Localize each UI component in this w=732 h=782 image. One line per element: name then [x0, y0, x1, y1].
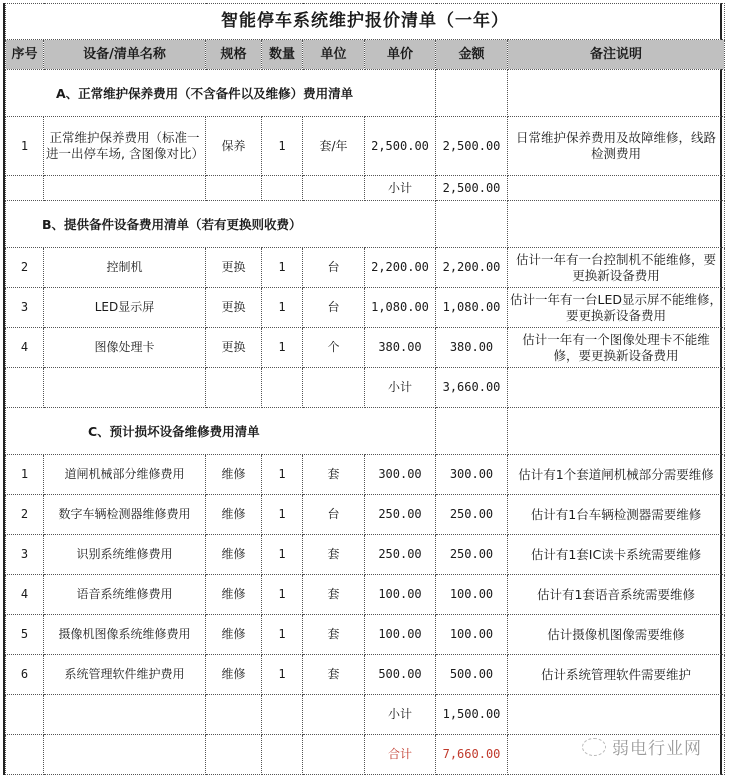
item-no[interactable]: 6 [6, 655, 44, 695]
item-price[interactable]: 250.00 [365, 495, 436, 535]
item-note[interactable]: 估计一年有一台LED显示屏不能维修，要更换新设备费用 [508, 288, 725, 328]
wechat-icon [582, 738, 606, 756]
item-price[interactable]: 380.00 [365, 328, 436, 368]
item-price[interactable]: 100.00 [365, 615, 436, 655]
quotation-sheet [3, 3, 722, 775]
item-price[interactable]: 500.00 [365, 655, 436, 695]
item-name[interactable]: 道闸机械部分维修费用 [44, 455, 206, 495]
item-name[interactable]: 控制机 [44, 248, 206, 288]
item-spec[interactable]: 维修 [206, 655, 262, 695]
header-no[interactable]: 序号 [6, 40, 44, 70]
item-spec[interactable]: 维修 [206, 615, 262, 655]
item-no[interactable]: 3 [6, 535, 44, 575]
table-row [6, 248, 725, 288]
item-name[interactable]: 正常维护保养费用（标准一进一出停车场, 含图像对比） [44, 117, 206, 176]
cell[interactable] [262, 368, 303, 408]
watermark-text: 弱电行业网 [612, 739, 702, 759]
item-no[interactable]: 1 [6, 117, 44, 176]
item-unit[interactable]: 个 [303, 328, 365, 368]
section-b-row [6, 201, 725, 248]
section-c-label[interactable]: C、预计损坏设备维修费用清单 [6, 408, 436, 455]
item-note[interactable]: 估计一年有一个图像处理卡不能维修，要更换新设备费用 [508, 328, 725, 368]
cell[interactable] [508, 368, 725, 408]
cell[interactable] [44, 368, 206, 408]
item-amount[interactable]: 380.00 [436, 328, 508, 368]
item-note[interactable]: 估计有1套IC读卡系统需要维修 [508, 535, 725, 575]
item-no[interactable]: 2 [6, 495, 44, 535]
item-price[interactable]: 250.00 [365, 535, 436, 575]
item-name[interactable]: 摄像机图像系统维修费用 [44, 615, 206, 655]
item-unit[interactable]: 套 [303, 655, 365, 695]
item-price[interactable]: 1,080.00 [365, 288, 436, 328]
item-unit[interactable]: 套 [303, 455, 365, 495]
item-name[interactable]: 系统管理软件维护费用 [44, 655, 206, 695]
item-price[interactable]: 2,500.00 [365, 117, 436, 176]
item-amount[interactable]: 500.00 [436, 655, 508, 695]
header-price[interactable]: 单价 [365, 40, 436, 70]
item-note[interactable]: 估计有1套语音系统需要维修 [508, 575, 725, 615]
item-spec[interactable]: 维修 [206, 575, 262, 615]
subtotal-amount[interactable]: 2,500.00 [436, 176, 508, 201]
section-b-label[interactable]: B、提供备件设备费用清单（若有更换则收费） [6, 201, 436, 248]
item-note[interactable]: 估计一年有一台控制机不能维修，要更换新设备费用 [508, 248, 725, 288]
item-unit[interactable]: 套/年 [303, 117, 365, 176]
header-unit[interactable]: 单位 [303, 40, 365, 70]
item-qty[interactable]: 1 [262, 288, 303, 328]
item-note[interactable]: 估计有1个套道闸机械部分需要维修 [508, 455, 725, 495]
table-row [6, 615, 725, 655]
subtotal-label[interactable]: 小计 [365, 695, 436, 735]
subtotal-amount[interactable]: 1,500.00 [436, 695, 508, 735]
item-name[interactable]: 识别系统维修费用 [44, 535, 206, 575]
header-name[interactable]: 设备/清单名称 [44, 40, 206, 70]
table-row [6, 655, 725, 695]
subtotal-row-a [6, 176, 725, 201]
item-unit[interactable]: 套 [303, 615, 365, 655]
item-unit[interactable]: 台 [303, 495, 365, 535]
cell[interactable] [6, 735, 44, 775]
item-unit[interactable]: 套 [303, 575, 365, 615]
header-note[interactable]: 备注说明 [508, 40, 725, 70]
item-amount[interactable]: 100.00 [436, 575, 508, 615]
header-spec[interactable]: 规格 [206, 40, 262, 70]
subtotal-row-b [6, 368, 725, 408]
item-amount[interactable]: 2,200.00 [436, 248, 508, 288]
cell[interactable] [508, 70, 725, 117]
cell[interactable] [206, 735, 262, 775]
subtotal-label[interactable]: 小计 [365, 368, 436, 408]
item-qty[interactable]: 1 [262, 248, 303, 288]
cell[interactable] [303, 695, 365, 735]
subtotal-label[interactable]: 小计 [365, 176, 436, 201]
table-row [6, 328, 725, 368]
item-no[interactable]: 1 [6, 455, 44, 495]
item-amount[interactable]: 1,080.00 [436, 288, 508, 328]
sheet-title: 智能停车系统维护报价清单（一年） [6, 4, 725, 40]
cell[interactable] [206, 695, 262, 735]
item-no[interactable]: 4 [6, 575, 44, 615]
item-no[interactable]: 3 [6, 288, 44, 328]
cell[interactable] [262, 735, 303, 775]
item-amount[interactable]: 100.00 [436, 615, 508, 655]
item-no[interactable]: 5 [6, 615, 44, 655]
cell[interactable] [303, 368, 365, 408]
item-qty[interactable]: 1 [262, 455, 303, 495]
item-qty[interactable]: 1 [262, 575, 303, 615]
cell[interactable] [44, 695, 206, 735]
cell[interactable] [508, 201, 725, 248]
item-name[interactable]: 数字车辆检测器维修费用 [44, 495, 206, 535]
item-spec[interactable]: 维修 [206, 455, 262, 495]
cell[interactable] [508, 408, 725, 455]
header-amount[interactable]: 金额 [436, 40, 508, 70]
section-c-row [6, 408, 725, 455]
section-a-label[interactable]: A、正常维护保养费用（不含备件以及维修）费用清单 [6, 70, 436, 117]
item-qty[interactable]: 1 [262, 328, 303, 368]
cell[interactable] [436, 408, 508, 455]
item-no[interactable]: 4 [6, 328, 44, 368]
table-row [6, 495, 725, 535]
item-qty[interactable]: 1 [262, 615, 303, 655]
item-unit[interactable]: 台 [303, 248, 365, 288]
item-price[interactable]: 2,200.00 [365, 248, 436, 288]
item-name[interactable]: 图像处理卡 [44, 328, 206, 368]
item-spec[interactable]: 维修 [206, 495, 262, 535]
cell[interactable] [508, 695, 725, 735]
item-spec[interactable]: 更换 [206, 328, 262, 368]
cell[interactable] [436, 70, 508, 117]
item-note[interactable]: 估计有1台车辆检测器需要维修 [508, 495, 725, 535]
item-qty[interactable]: 1 [262, 535, 303, 575]
cell[interactable] [303, 176, 365, 201]
quotation-table [5, 3, 725, 775]
item-price[interactable]: 300.00 [365, 455, 436, 495]
cell[interactable] [44, 176, 206, 201]
total-amount[interactable]: 7,660.00 [436, 735, 508, 775]
item-amount[interactable]: 300.00 [436, 455, 508, 495]
item-unit[interactable]: 套 [303, 535, 365, 575]
cell[interactable] [508, 176, 725, 201]
item-price[interactable]: 100.00 [365, 575, 436, 615]
item-spec[interactable]: 更换 [206, 248, 262, 288]
total-label[interactable]: 合计 [365, 735, 436, 775]
item-spec[interactable]: 保养 [206, 117, 262, 176]
item-no[interactable]: 2 [6, 248, 44, 288]
table-row [6, 575, 725, 615]
cell[interactable] [44, 735, 206, 775]
item-spec[interactable]: 更换 [206, 288, 262, 328]
subtotal-amount[interactable]: 3,660.00 [436, 368, 508, 408]
item-spec[interactable]: 维修 [206, 535, 262, 575]
item-name[interactable]: LED显示屏 [44, 288, 206, 328]
cell[interactable] [6, 176, 44, 201]
item-qty[interactable]: 1 [262, 655, 303, 695]
cell[interactable] [262, 695, 303, 735]
item-name[interactable]: 语音系统维修费用 [44, 575, 206, 615]
cell[interactable] [6, 695, 44, 735]
item-note[interactable]: 估计系统管理软件需要维护 [508, 655, 725, 695]
cell[interactable] [206, 176, 262, 201]
title-row [6, 4, 725, 40]
table-row [6, 288, 725, 328]
table-row [6, 117, 725, 176]
watermark [582, 734, 702, 759]
item-amount[interactable]: 250.00 [436, 495, 508, 535]
cell[interactable] [206, 368, 262, 408]
cell[interactable] [262, 176, 303, 201]
item-amount[interactable]: 250.00 [436, 535, 508, 575]
item-qty[interactable]: 1 [262, 495, 303, 535]
item-note[interactable]: 日常维护保养费用及故障维修，线路检测费用 [508, 117, 725, 176]
header-qty[interactable]: 数量 [262, 40, 303, 70]
item-unit[interactable]: 台 [303, 288, 365, 328]
subtotal-row-c [6, 695, 725, 735]
table-row [6, 535, 725, 575]
table-row [6, 455, 725, 495]
section-a-row [6, 70, 725, 117]
cell[interactable] [6, 368, 44, 408]
cell[interactable] [436, 201, 508, 248]
item-qty[interactable]: 1 [262, 117, 303, 176]
header-row [6, 40, 725, 70]
item-note[interactable]: 估计摄像机图像需要维修 [508, 615, 725, 655]
cell[interactable] [303, 735, 365, 775]
item-amount[interactable]: 2,500.00 [436, 117, 508, 176]
